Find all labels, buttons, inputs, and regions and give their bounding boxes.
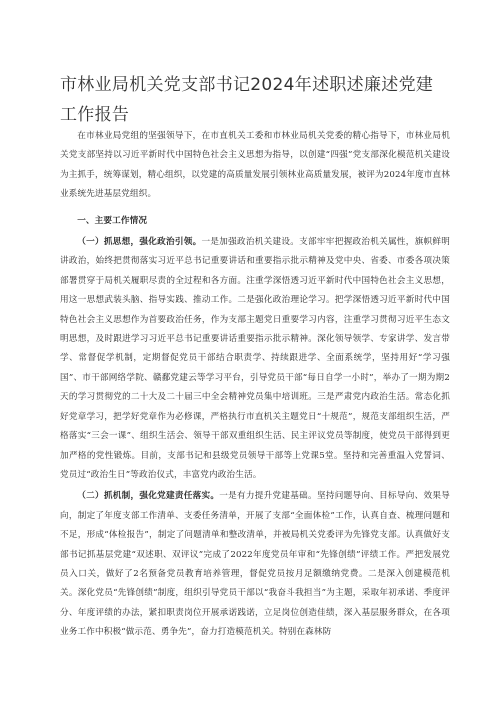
- section-heading-main-work: 一、主要工作情况: [77, 215, 148, 226]
- paragraph-mechanism-text: 一是有力提升党建基础。坚持问题导向、目标导向、效果导向，制定了年度支部工作清单、支委任务清单，开展了支部“全面体检”工作，认真自查、梳理问题和不足，形成“体检报告”，制定了问题清单和整改清单，并被局机关党委评为先锋党支部。认真做好支部书记抓基层党建“双述职、双评议”完成了2022年度党员年审和“先锋创绩”评绩工作。严把发展党员入口关，做好了2名预备党员教育培养管理，督促党员按月足额缴纳党费。二是深入创建模范机关。深化党员“先锋创绩”制度，组织引导党员干部以“我奋斗我担当”为主题，采取年初承诺、季度评分、年度评绩的办法，紧扣职责岗位开展承诺践诺，立足岗位创造佳绩，深入基层服务群众，在各项业务工作中积极“做示范、勇争先”，奋力打造模范机关。特别在森林防: [60, 491, 450, 638]
- paragraph-thought: [60, 233, 450, 485]
- paragraph-mechanism: [60, 487, 450, 642]
- paragraph-thought-text: 一是加强政治机关建设。支部牢牢把握政治机关属性，旗帜鲜明讲政治，始终把贯彻落实习近平总书记重要讲话和重要指示批示精神及党中央、省委、市委各项决策部署贯穿于局机关履职尽责的全过程和各方面。注重学深悟透习近平新时代中国特色社会主义思想，用这一思想武装头脑、指导实践、推动工作。二是强化政治理论学习。把学深悟透习近平新时代中国特色社会主义思想作为首要政治任务，作为支部主题党日重要学习内容，注重学习贯彻习近平生态文明思想，及时跟进学习习近平总书记重要讲话重要指示批示精神。深化领导领学、专家讲学、发言带学、常督促学机制，定期督促党员干部结合职责学、持续跟进学、全面系统学，坚持用好“学习强国”、市干部网络学院、赣鄱党建云等学习平台，引导党员干部“每日自学一小时”，举办了一期为期2天的学习贯彻党的二十大及二十届三中全会精神党员集中培训班。三是严肃党内政治生活。常态化抓好党章学习，把学好党章作为必修课，严格执行市直机关主题党日“十规范”，规范支部组织生活，严格落实“三会一课”、组织生活会、领导干部双重组织生活、民主评议党员等制度，使党员干部得到更加严格的党性锻炼。目前，支部书记和县级党员领导干部等上党课5堂。坚持和完善重温入党誓词、党员过“政治生日”等政治仪式，丰富党内政治生活。: [60, 237, 450, 480]
- paragraph-thought-lead: （一）抓思想，强化政治引领。: [77, 237, 202, 248]
- document-body: [60, 127, 450, 643]
- intro-paragraph: 在市林业局党组的坚强领导下，在市直机关工委和市林业局机关党委的精心指导下，市林业局机关党支部坚持以习近平新时代中国特色社会主义思想为指导，以创建“四强”党支部深化模范机关建设为主抓手，统筹谋划，精心组织，以党建的高质量发展引领林业高质量发展，被评为2024年度市直林业系统先进基层党组织。: [60, 131, 450, 200]
- document-title: 市林业局机关党支部书记2024年述职述廉述党建工作报告: [60, 75, 434, 125]
- paragraph-mechanism-lead: （二）抓机制，强化党建责任落实。: [77, 491, 220, 502]
